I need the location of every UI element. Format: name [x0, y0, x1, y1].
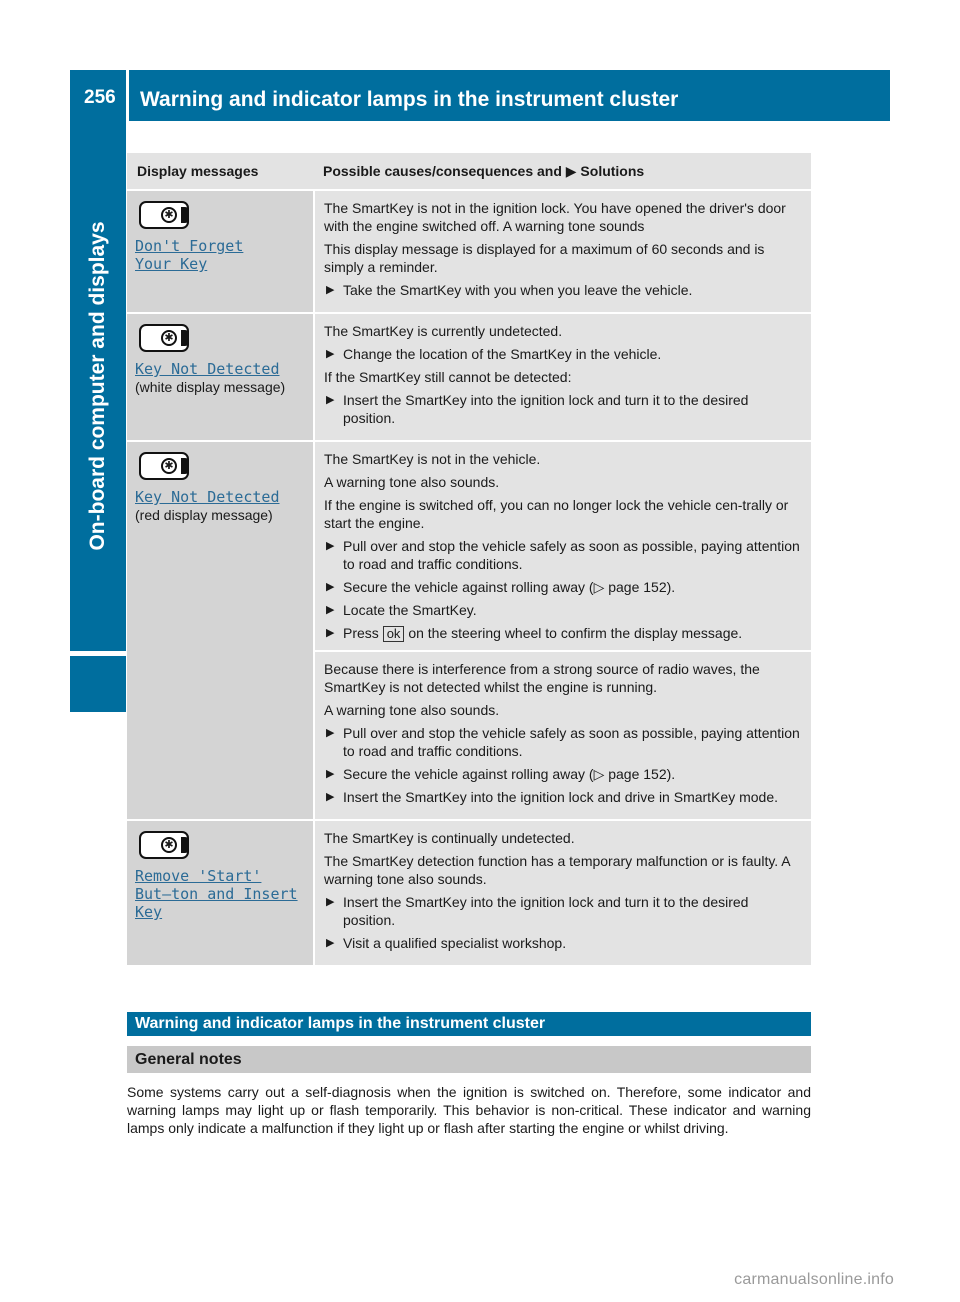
list-item — [324, 934, 803, 952]
section-title: Warning and indicator lamps in the instrument cluster — [127, 1012, 811, 1036]
bullet-text: Pull over and stop the vehicle safely as soon as possible, paying attention to road and traffic conditions. — [343, 725, 800, 759]
table-row — [127, 191, 811, 314]
bullet-text: Insert the SmartKey into the ignition lock and turn it to the desired position. — [343, 392, 749, 426]
bullet-arrow-icon: ▶ — [326, 896, 335, 908]
list-item — [324, 578, 803, 596]
ok-button-icon: ok — [383, 626, 405, 642]
bullet-text: Pull over and stop the vehicle safely as soon as possible, paying attention to road and traffic conditions. — [343, 538, 800, 572]
side-tab-marker — [70, 656, 126, 712]
general-notes-text: Some systems carry out a self-diagnosis when the ignition is switched on. Therefore, some indicator and warning lamps may light up or flash temporarily. This behavior is non-critical. These indicator and warning lamps only indicate a malfunction if they light up or flash after starting the engine or whilst driving. — [127, 1084, 811, 1136]
table-row — [127, 314, 811, 442]
display-message: Remove 'Start' But–ton and Insert Key — [135, 867, 298, 921]
list-item — [324, 624, 803, 642]
paragraph: The SmartKey is currently undetected. — [324, 323, 563, 339]
solution-cell — [315, 191, 811, 312]
smartkey-icon: ✱ — [139, 201, 189, 229]
list-item — [324, 893, 803, 929]
header-title: Warning and indicator lamps in the instrument cluster — [140, 88, 679, 111]
list-item — [324, 537, 803, 573]
bullet-text: Take the SmartKey with you when you leave the vehicle. — [343, 282, 693, 298]
paragraph: A warning tone also sounds. — [324, 702, 500, 718]
press-ok-instruction — [343, 624, 803, 642]
page-number: 256 — [84, 87, 116, 108]
paragraph: The SmartKey is not in the vehicle. — [324, 451, 541, 467]
paragraph: The SmartKey detection function has a temporary malfunction or is faulty. A warning tone also sounds. — [324, 853, 790, 887]
paragraph: If the SmartKey still cannot be detected: — [324, 369, 572, 385]
paragraph: This display message is displayed for a maximum of 60 seconds and is simply a reminder. — [324, 241, 765, 275]
solution-cell — [315, 442, 811, 819]
press-suffix: on the steering wheel to confirm the display message. — [408, 625, 743, 641]
bullet-arrow-icon: ▶ — [326, 604, 335, 616]
display-message: Key Not Detected — [135, 488, 280, 506]
paragraph: Because there is interference from a strong source of radio waves, the SmartKey is not detected whilst the engine is running. — [324, 661, 760, 695]
press-prefix: Press — [343, 625, 379, 641]
bullet-text: Change the location of the SmartKey in the vehicle. — [343, 346, 662, 362]
bullet-arrow-icon: ▶ — [326, 727, 335, 739]
section-subtitle: General notes — [127, 1046, 811, 1073]
side-tab-label: On-board computer and displays — [86, 221, 109, 551]
list-item — [324, 601, 803, 619]
list-item — [324, 765, 803, 783]
paragraph: If the engine is switched off, you can no longer lock the vehicle cen-trally or start the engine. — [324, 497, 789, 531]
table-header — [127, 153, 811, 191]
display-messages-table — [127, 153, 811, 967]
column-header-solutions: Possible causes/consequences and ▶ Solutions — [323, 163, 645, 179]
solution-cell — [315, 821, 811, 965]
smartkey-icon: ✱ — [139, 452, 189, 480]
header-separator — [126, 70, 129, 121]
table-row — [127, 442, 811, 821]
paragraph: The SmartKey is continually undetected. — [324, 830, 575, 846]
column-header-messages: Display messages — [137, 163, 259, 179]
solution-cell — [315, 314, 811, 440]
list-item — [324, 391, 803, 427]
table-row — [127, 821, 811, 967]
solution-subblock — [315, 650, 811, 806]
message-cell — [127, 821, 313, 965]
bullet-text: Secure the vehicle against rolling away (▷ page 152). — [343, 766, 676, 782]
bullet-text: Insert the SmartKey into the ignition lock and turn it to the desired position. — [343, 894, 749, 928]
smartkey-icon: ✱ — [139, 324, 189, 352]
message-note: (red display message) — [135, 507, 273, 523]
message-cell — [127, 314, 313, 440]
bullet-text: Secure the vehicle against rolling away (▷ page 152). — [343, 579, 676, 595]
message-cell — [127, 442, 313, 819]
bullet-text: Visit a qualified specialist workshop. — [343, 935, 567, 951]
list-item — [324, 724, 803, 760]
display-message: Key Not Detected — [135, 360, 280, 378]
bullet-arrow-icon: ▶ — [326, 581, 335, 593]
list-item — [324, 281, 803, 299]
watermark: carmanualsonline.info — [734, 1271, 894, 1288]
bullet-arrow-icon: ▶ — [326, 284, 335, 296]
bullet-arrow-icon: ▶ — [326, 540, 335, 552]
bullet-arrow-icon: ▶ — [326, 394, 335, 406]
message-note: (white display message) — [135, 379, 286, 395]
list-item — [324, 345, 803, 363]
bullet-arrow-icon: ▶ — [326, 768, 335, 780]
bullet-arrow-icon: ▶ — [326, 627, 335, 639]
smartkey-icon: ✱ — [139, 831, 189, 859]
bullet-arrow-icon: ▶ — [326, 791, 335, 803]
list-item — [324, 788, 803, 806]
bullet-text: Locate the SmartKey. — [343, 602, 477, 618]
display-message: Don't Forget Your Key — [135, 237, 244, 273]
bullet-text: Insert the SmartKey into the ignition lock and drive in SmartKey mode. — [343, 789, 778, 805]
bullet-arrow-icon: ▶ — [326, 937, 335, 949]
bullet-arrow-icon: ▶ — [326, 348, 335, 360]
message-cell — [127, 191, 313, 312]
paragraph: A warning tone also sounds. — [324, 474, 500, 490]
paragraph: The SmartKey is not in the ignition lock. You have opened the driver's door with the engine switched off. A warning tone sounds — [324, 200, 786, 234]
